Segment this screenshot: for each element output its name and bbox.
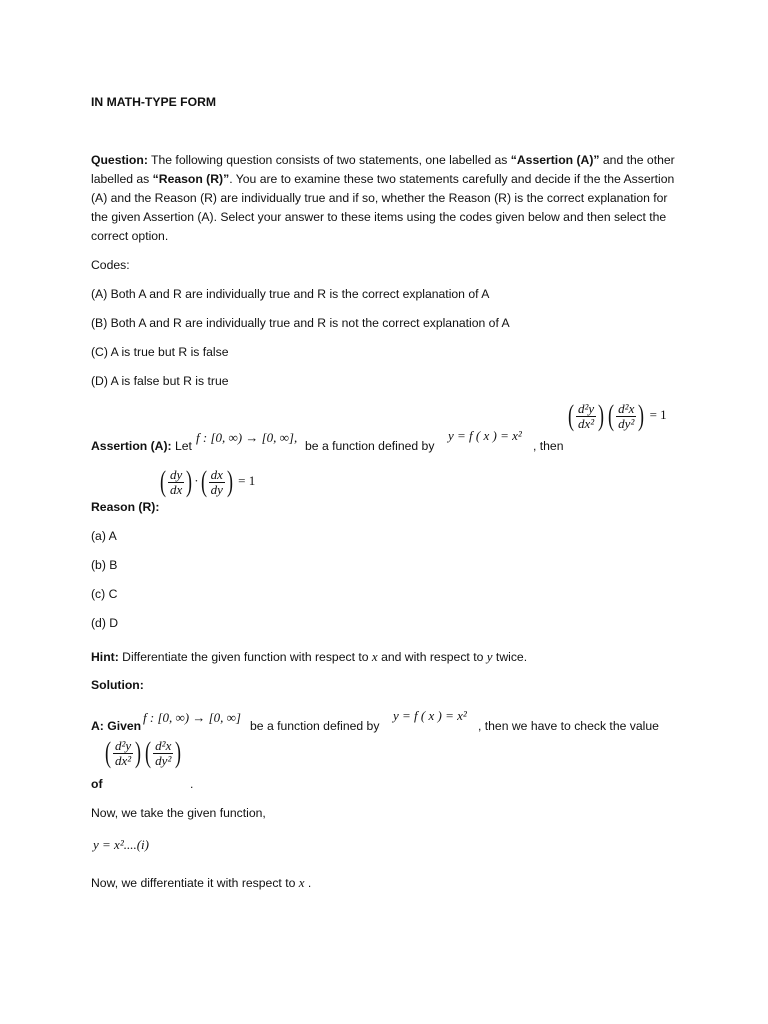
solution-label: Solution: bbox=[91, 678, 144, 692]
question-label: Question: bbox=[91, 153, 148, 167]
code-item: (C) A is true but R is false bbox=[91, 345, 229, 359]
hint-var-x: x bbox=[371, 649, 378, 664]
reason-label: Reason (R): bbox=[91, 500, 160, 514]
solution-function-eq: y = f ( x ) = x² bbox=[393, 708, 467, 723]
solution-period: . bbox=[190, 777, 194, 791]
reason-quote: “Reason (R)” bbox=[152, 172, 230, 186]
code-item: (D) A is false but R is true bbox=[91, 374, 229, 388]
assertion-quote: “Assertion (A)” bbox=[510, 153, 600, 167]
option-item: (d) D bbox=[91, 616, 119, 630]
solution-now-diff bbox=[91, 873, 681, 893]
solution-mapping: f : [0, ∞) → [0, ∞] bbox=[143, 710, 241, 725]
option-item: (b) B bbox=[91, 558, 118, 572]
code-item: (A) Both A and R are individually true and R is the correct explanation of A bbox=[91, 287, 490, 301]
hint-text-1: Differentiate the given function with respect to bbox=[118, 650, 369, 664]
question-text-1: The following question consists of two statements, one labelled as bbox=[147, 153, 511, 167]
option-item: (c) C bbox=[91, 587, 118, 601]
assertion-defined: be a function defined by bbox=[305, 439, 435, 453]
assertion-mapping: f : [0, ∞) → [0, ∞], bbox=[196, 430, 298, 445]
hint-var-y: y bbox=[486, 649, 493, 664]
assertion-function-eq: y = f ( x ) = x² bbox=[448, 428, 522, 443]
code-item: (B) Both A and R are individually true and R is not the correct explanation of A bbox=[91, 316, 510, 330]
question-text-3: . You are to examine these two statements carefully and decide if the the Assertion (A) and the Reason (R) are individually true and if so, whether the Reason (R) is the correct explanation for the given Assertion (A). Select your answer to these items using the codes given below and then select the correct option. bbox=[91, 172, 675, 243]
codes-label: Codes: bbox=[91, 258, 130, 272]
now-diff-var-x: x bbox=[298, 875, 305, 890]
assertion-product-eq: ( $\frac{\text{d²y}}{\text{dx²}}$ ) ( $\frac{\text{d²x}}{\text{dy²}}$ ) = 1 bbox=[568, 399, 667, 432]
hint-line bbox=[91, 647, 681, 667]
solution-check-text: , then we have to check the value bbox=[478, 719, 659, 733]
now-diff-text: Now, we differentiate it with respect to bbox=[91, 876, 296, 890]
page-heading: IN MATH-TYPE FORM bbox=[91, 95, 217, 109]
solution-product-eq: ( $\frac{\text{d²y}}{\text{dx²}}$ ) ( $\frac{\text{d²x}}{\text{dy²}}$ ) bbox=[105, 736, 182, 769]
solution-of: of bbox=[91, 777, 103, 791]
solution-a-label: A: Given bbox=[91, 719, 142, 733]
hint-text-2: and with respect to bbox=[377, 650, 484, 664]
question-paragraph bbox=[91, 151, 681, 246]
question-text-2: and the other labelled as bbox=[91, 153, 675, 186]
hint-text-3: twice. bbox=[492, 650, 528, 664]
assertion-let: Let bbox=[171, 439, 192, 453]
hint-label: Hint: bbox=[91, 650, 119, 664]
solution-eq-i: y = x²....(i) bbox=[93, 837, 149, 852]
reason-product-eq: ( $\frac{dy}{dx}$ ) ·( $\frac{dx}{dy}$ ) = 1 bbox=[160, 465, 256, 498]
solution-defined: be a function defined by bbox=[250, 719, 380, 733]
assertion-label: Assertion (A): bbox=[91, 439, 172, 453]
assertion-then: , then bbox=[533, 439, 564, 453]
option-item: (a) A bbox=[91, 529, 117, 543]
solution-now-take: Now, we take the given function, bbox=[91, 806, 266, 820]
now-diff-period: . bbox=[307, 876, 312, 890]
